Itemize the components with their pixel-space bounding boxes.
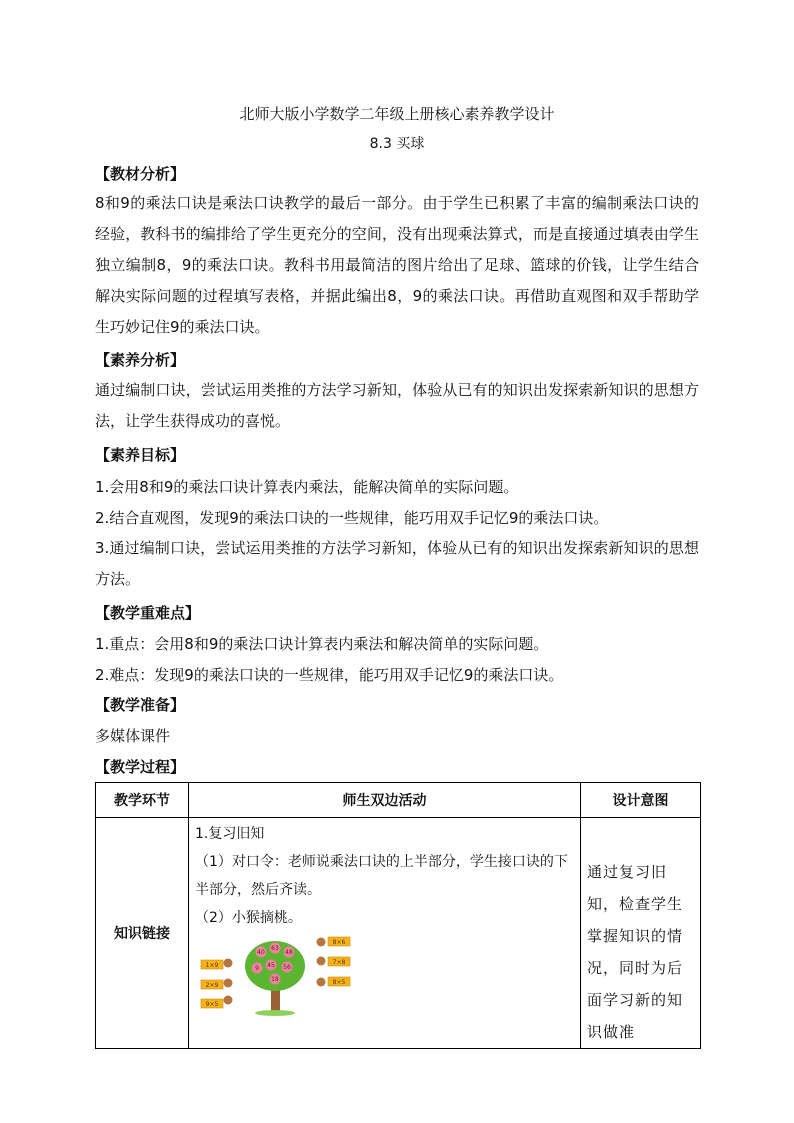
monkey-icon: [224, 979, 233, 988]
monkey-icon: [224, 959, 233, 968]
monkey-icon: [317, 978, 326, 987]
card-label: 8×5: [332, 979, 346, 986]
key-point-2: 2.难点：发现9的乘法口诀的一些规律，能巧用双手记忆9的乘法口诀。: [95, 666, 564, 684]
heading-material-analysis: 【教材分析】: [95, 165, 186, 183]
peach-number: 56: [283, 964, 291, 971]
card-label: 2×9: [205, 982, 219, 989]
peach-number: 63: [271, 945, 279, 952]
literacy-goal-1: 1.会用8和9的乘法口诀计算表内乘法，能解决简单的实际问题。: [95, 478, 519, 496]
key-point-1: 1.重点：会用8和9的乘法口诀计算表内乘法和解决简单的实际问题。: [95, 635, 549, 653]
tree-ground: [255, 1010, 295, 1016]
peach-number: 48: [285, 949, 293, 956]
monkey-picking-peaches-illustration: [195, 936, 365, 1018]
card-label: 8×6: [332, 939, 346, 946]
right-cards: [317, 937, 351, 987]
material-analysis-text: 8和9的乘法口诀是乘法口诀教学的最后一部分。由于学生已积累了丰富的编制乘法口诀的经验，教科书的编排给了学生更充分的空间，没有出现乘法算式，而是直接通过填表由学生独立编制8，9的乘法口诀。教科书用最简洁的图片给出了足球、篮球的价钱，让学生结合解决实际问题的过程填写表格，并据此编出8，9的乘法口诀。再借助直观图和双手帮助学生巧妙记住9的乘法口诀。: [95, 194, 699, 336]
peach-number: 18: [271, 976, 279, 983]
preparation-text: 多媒体课件: [95, 727, 171, 745]
left-cards: [201, 959, 233, 1009]
document-subtitle: 8.3 买球: [369, 136, 425, 152]
monkey-icon: [224, 996, 233, 1005]
stage-cell: 知识链接: [96, 818, 189, 1049]
activity-step-1: 1.复习旧知: [195, 826, 265, 842]
heading-key-points: 【教学重难点】: [95, 604, 201, 622]
illustration-svg: [195, 936, 365, 1018]
peach-number: 45: [267, 962, 275, 969]
activity-step-2: （2）小猴摘桃。: [195, 910, 302, 926]
literacy-goal-3: 3.通过编制口诀，尝试运用类推的方法学习新知，体验从已有的知识出发探索新知识的思想方法。: [95, 539, 699, 588]
column-header-stage: 教学环节: [96, 783, 189, 818]
monkey-icon: [317, 938, 326, 947]
intent-text: 通过复习旧知，检查学生掌握知识的情况，同时为后面学习新的知识做准: [587, 863, 684, 1041]
literacy-analysis-text: 通过编制口诀，尝试运用类推的方法学习新知，体验从已有的知识出发探索新知识的思想方法，让学生获得成功的喜悦。: [95, 381, 699, 430]
activity-step-1-detail: （1）对口令：老师说乘法口诀的上半部分，学生接口诀的下半部分，然后齐读。: [195, 854, 568, 898]
activity-cell: [189, 818, 581, 1049]
table-header-row: [96, 783, 701, 818]
card-label: 9×5: [205, 1001, 219, 1008]
card-label: 7×8: [332, 959, 346, 966]
document-title: 北师大版小学数学二年级上册核心素养教学设计: [239, 105, 555, 123]
intent-cell: [581, 818, 701, 1049]
heading-literacy-goals: 【素养目标】: [95, 446, 186, 464]
column-header-activity: 师生双边活动: [189, 783, 581, 818]
peach-number: 9: [255, 965, 259, 972]
heading-process: 【教学过程】: [95, 758, 186, 776]
literacy-goal-2: 2.结合直观图，发现9的乘法口诀的一些规律，能巧用双手记忆9的乘法口诀。: [95, 509, 609, 527]
tree-trunk: [271, 988, 280, 1012]
monkey-icon: [317, 957, 326, 966]
column-header-intent: 设计意图: [581, 783, 701, 818]
process-table: [95, 782, 701, 1049]
heading-preparation: 【教学准备】: [95, 696, 186, 714]
table-row: [96, 818, 701, 1049]
heading-literacy-analysis: 【素养分析】: [95, 351, 186, 369]
card-label: 1×9: [205, 962, 219, 969]
peach-number: 40: [257, 949, 265, 956]
